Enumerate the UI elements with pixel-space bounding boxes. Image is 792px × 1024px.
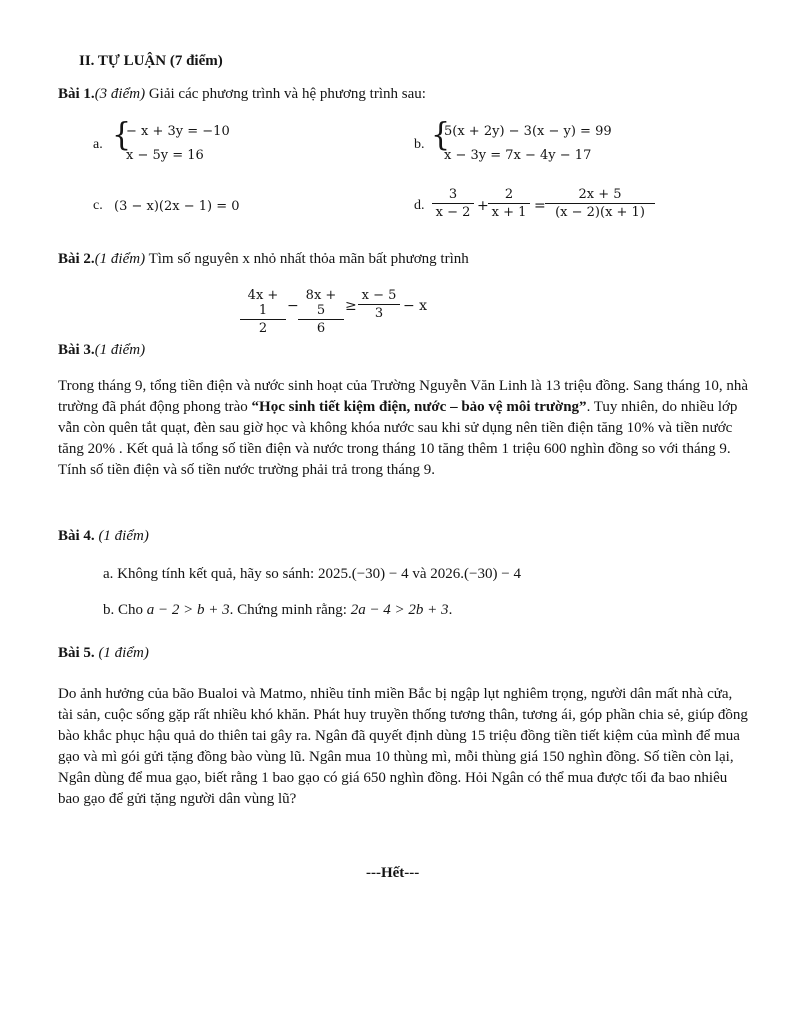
bai3-paragraph [58,376,748,481]
bai2-frac1 [240,288,286,336]
bai3-heading: Bài 3. [58,342,95,358]
bai5-points: (1 điểm) [98,645,149,661]
bai1-d-frac1 [432,187,474,220]
bai3-text-bold: “Học sinh tiết kiệm điện, nước – bảo vệ môi trường” [251,399,587,415]
bai1-a-line1: − x + 3y = −10 [126,124,230,139]
bai1-d-eq: = [534,198,546,214]
bai2-tail: − x [403,298,428,314]
bai2-header [58,251,469,268]
bai1-header [58,86,426,103]
bai1-c-eq: (3 − x)(2x − 1) = 0 [114,199,240,214]
bai5-text: Do ảnh hưởng của bão Bualoi và Matmo, nhiều tỉnh miền Bắc bị ngập lụt nghiêm trọng, người dân mất nhà cửa, tài sản, cuộc sống gặp rất nhiều khó khăn. Phát huy truyền thống tương thân, tương ái, góp phần chia sẻ, giúp đồng bào khắc phục hậu quả do thiên tai gây ra. Ngân đã quyết định dùng 15 triệu đồng tiền tiết kiệm của mình để mua gạo và mì gói gửi tặng đồng bào vùng lũ. Ngân mua 10 thùng mì, mỗi thùng giá 150 nghìn đồng. Số tiền còn lại, Ngân dùng để mua gạo, biết rằng 1 bao gạo có giá 650 nghìn đồng. Hỏi Ngân có thể mua được tối đa bao nhiêu bao gạo để gửi tặng người dân vùng lũ? [58,686,748,807]
bai1-b-line2: x − 3y = 7x − 4y − 17 [444,148,592,163]
bai4-a: a. Không tính kết quả, hãy so sánh: 2025.(−30) − 4 và 2026.(−30) − 4 [103,566,521,582]
bai5-paragraph [58,684,748,810]
bai1-d-frac2-num: 2 [488,187,530,204]
bai1-d-frac3-num: 2x + 5 [545,187,655,204]
bai2-frac3-den: 3 [374,306,384,321]
bai1-points: (3 điểm) [94,86,146,102]
bai4-heading: Bài 4. [58,528,95,544]
bai3-text-2: . Tuy nhiên, do nhiều lớp vẫn còn quên tắt quạt, đèn sau giờ học và không khóa nước sau khi sử dụng nên tiền điện tăng 10% và tiền nước tăng 20% . Kết quả là tổng số tiền điện và nước trong tháng 10 tăng thêm 1 triệu 600 nghìn đồng so với tháng 9. Tính số tiền điện và số tiền nước trường phải trả trong tháng 9. [58,399,738,478]
bai4-b-cond: a − 2 > b + 3 [146,602,230,618]
bai3-text-1: Trong tháng 9, tổng tiền điện và nước sinh hoạt của Trường Nguyễn Văn Linh là 13 triệu đồng. Sang tháng 10, nhà trường đã phát động phong trào [58,378,748,415]
bai1-prompt: Giải các phương trình và hệ phương trình sau: [148,86,426,102]
bai1-a-brace: { [112,117,132,154]
bai1-c-label: c. [93,198,103,213]
bai1-d-plus: + [477,198,489,214]
bai1-d-frac2-den: x + 1 [491,205,527,220]
bai2-frac1-den: 2 [258,321,268,336]
bai1-d-frac1-num: 3 [432,187,474,204]
bai4-b-mid: . Chứng minh rằng: [229,602,351,618]
bai4-b-goal: 2a − 4 > 2b + 3 [350,602,449,618]
bai1-heading: Bài 1. [58,86,95,102]
bai5-heading: Bài 5. [58,645,95,661]
end-mark: ---Hết--- [366,865,420,881]
bai1-d-frac2 [488,187,530,220]
bai1-d-label: d. [414,198,425,213]
section-title: II. TỰ LUẬN (7 điểm) [79,53,223,69]
bai2-geq: ≥ [345,298,357,314]
bai1-d-frac3-den: (x − 2)(x + 1) [555,205,645,220]
bai4-b [103,602,452,619]
bai1-d-frac3 [545,187,655,220]
bai2-frac2-den: 6 [316,321,326,336]
bai2-frac3-num: x − 5 [358,288,400,305]
bai2-prompt: Tìm số nguyên x nhỏ nhất thỏa mãn bất phương trình [148,251,469,267]
bai1-b-line1: 5(x + 2y) − 3(x − y) = 99 [444,124,612,139]
bai5-header [58,645,149,662]
bai2-points: (1 điểm) [94,251,146,267]
bai2-frac3 [358,288,400,321]
bai1-d-frac1-den: x − 2 [435,205,471,220]
bai4-b-pre: b. Cho [103,602,147,618]
bai2-heading: Bài 2. [58,251,95,267]
bai2-frac2-num: 8x + 5 [298,288,344,320]
bai4-b-end: . [448,602,453,618]
bai4-header [58,528,149,545]
bai2-frac2 [298,288,344,336]
bai1-a-line2: x − 5y = 16 [126,148,204,163]
bai3-header [58,342,145,359]
bai2-minus: − [287,298,299,314]
bai4-points: (1 điểm) [98,528,149,544]
bai2-frac1-num: 4x + 1 [240,288,286,320]
bai1-b-label: b. [414,137,425,152]
bai3-points: (1 điểm) [94,342,146,358]
bai1-b-brace: { [431,117,451,154]
bai1-a-label: a. [93,137,103,152]
